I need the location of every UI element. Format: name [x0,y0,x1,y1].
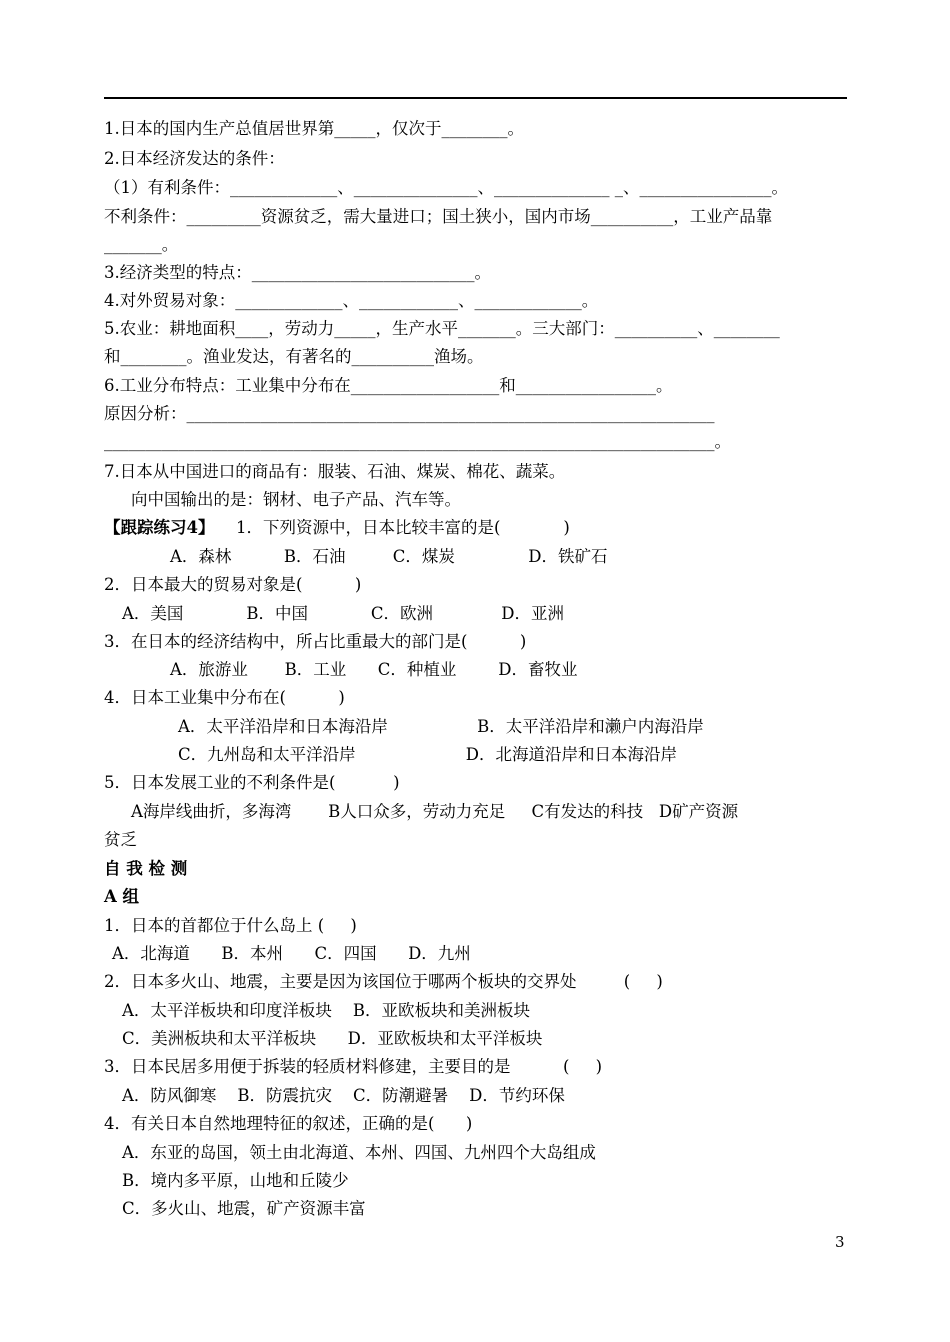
text-line-l35: A．防风御寒 B．防震抗灾 C．防潮避暑 D．节约环保 [122,1086,565,1105]
text-line-l2: 2.日本经济发达的条件： [104,149,285,168]
text-line-l15: 【跟踪练习4】 [104,518,215,537]
text-line-l25: A海岸线曲折，多海湾 B人口众多，劳动力充足 C有发达的科技 D矿产资源 [131,802,739,821]
text-line-l23: C．九州岛和太平洋沿岸 D．北海道沿岸和日本海沿岸 [178,745,677,764]
page-number: 3 [835,1233,845,1251]
text-line-l8: 5.农业：耕地面积____，劳动力_____，生产水平_______。三大部门：__________、________ [104,319,780,338]
text-line-l10: 6.工业分布特点：工业集中分布在__________________和_________________。 [104,376,673,395]
text-line-l9: 和________。渔业发达，有著名的__________渔场。 [104,347,484,366]
text-line-l24: 5．日本发展工业的不利条件是( ) [104,773,400,792]
text-line-l3: （1）有利条件：_____________、_______________、______________ _、________________。 [104,178,788,197]
text-line-l14: 向中国输出的是：钢材、电子产品、汽车等。 [131,490,461,509]
text-line-l7: 4.对外贸易对象：_____________、____________、_____________。 [104,291,599,310]
text-line-l37: A．东亚的岛国，领土由北海道、本州、四国、九州四个大岛组成 [122,1143,596,1162]
text-line-l16: A．森林 B．石油 C．煤炭 D．铁矿石 [170,547,608,566]
text-line-l38: B．境内多平原，山地和丘陵少 [122,1171,349,1190]
text-line-l21: 4．日本工业集中分布在( ) [104,688,345,707]
text-line-l22: A．太平洋沿岸和日本海沿岸 B．太平洋沿岸和濑户内海沿岸 [178,717,704,736]
text-line-l39: C．多火山、地震，矿产资源丰富 [122,1199,366,1218]
text-line-l30: A．北海道 B．本州 C．四国 D．九州 [112,944,471,963]
text-line-l27: 自 我 检 测 [104,859,188,878]
text-line-l26: 贫乏 [104,830,137,849]
text-line-l11: 原因分析：________________________________________________________________ [104,404,715,423]
text-line-l19: 3．在日本的经济结构中，所占比重最大的部门是( ) [104,632,527,651]
text-line-l5: _______。 [104,235,179,254]
text-line-l29: 1．日本的首都位于什么岛上 ( ) [104,916,357,935]
text-line-l1: 1.日本的国内生产总值居世界第_____，仅次于________。 [104,119,524,138]
text-line-l36: 4．有关日本自然地理特征的叙述，正确的是( ) [104,1114,473,1133]
text-line-l20: A．旅游业 B．工业 C．种植业 D．畜牧业 [170,660,578,679]
text-line-l17: 2．日本最大的贸易对象是( ) [104,575,362,594]
header-rule [104,97,847,99]
text-line-l34: 3．日本民居多用便于拆装的轻质材料修建，主要目的是 ( ) [104,1057,603,1076]
text-line-l31: 2．日本多火山、地震，主要是因为该国位于哪两个板块的交界处 ( ) [104,972,663,991]
text-line-l6: 3.经济类型的特点：___________________________。 [104,263,491,282]
text-line-l4: 不利条件：_________资源贫乏，需大量进口；国土狭小，国内市场__________，工业产品靠 [104,207,773,226]
text-line-l32: A．太平洋板块和印度洋板块 B．亚欧板块和美洲板块 [122,1001,531,1020]
text-line-l33: C．美洲板块和太平洋板块 D．亚欧板块和太平洋板块 [122,1029,543,1048]
text-line-l13: 7.日本从中国进口的商品有：服装、石油、煤炭、棉花、蔬菜。 [104,462,566,481]
text-line-l18: A．美国 B．中国 C．欧洲 D．亚洲 [122,604,564,623]
text-line-l28: A 组 [104,887,140,906]
text-line-l15b: 1．下列资源中，日本比较丰富的是( ) [236,518,570,537]
text-line-l12: __________________________________________________________________________。 [104,432,731,451]
